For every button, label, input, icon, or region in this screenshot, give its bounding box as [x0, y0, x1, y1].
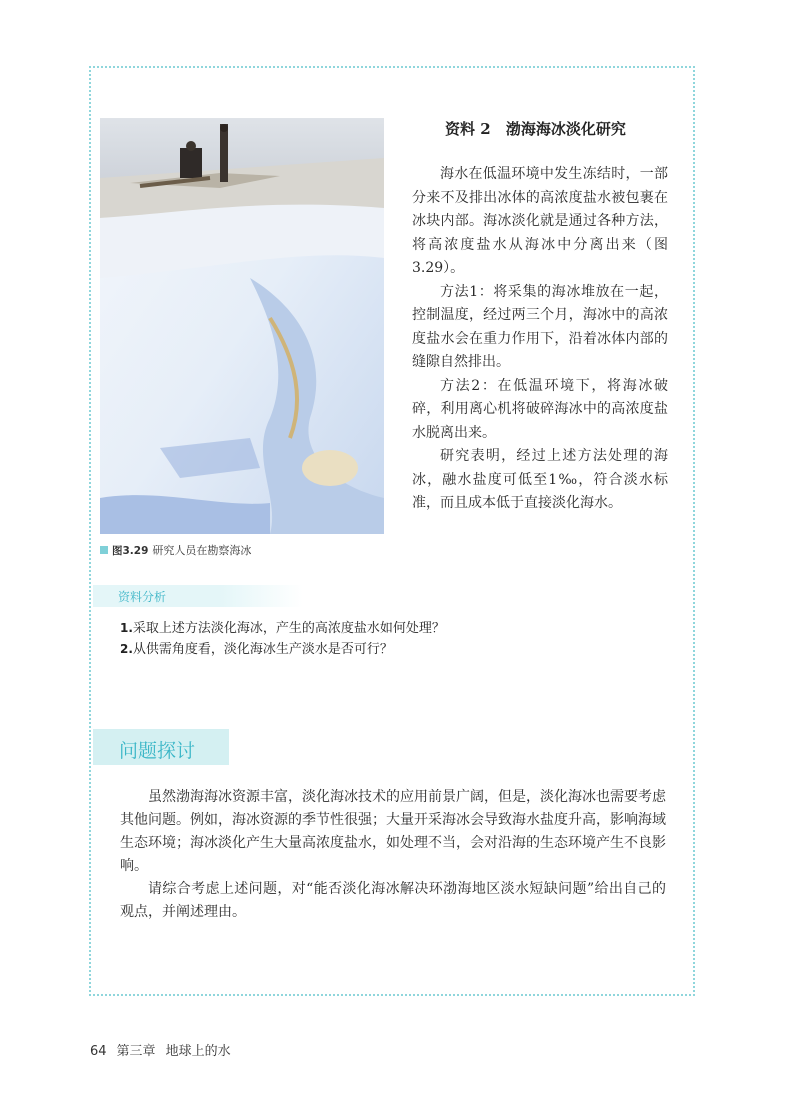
question-number: 2.: [120, 642, 133, 656]
material-body: [412, 163, 668, 516]
discussion-paragraph: 虽然渤海海冰资源丰富，淡化海冰技术的应用前景广阔，但是，淡化海冰也需要考虑其他问题。例如，海冰资源的季节性很强；大量开采海冰会导致海水盐度升高，影响海域生态环境；海冰淡化产生大量高浓度盐水，如处理不当，会对沿海的生态环境产生不良影响。: [120, 789, 666, 874]
question-text: 从供需角度看，淡化海冰生产淡水是否可行？: [132, 642, 393, 657]
material-paragraph: 方法1：将采集的海冰堆放在一起，控制温度，经过两三个月，海冰中的高浓度盐水会在重力作用下，沿着冰体内部的缝隙自然排出。: [412, 283, 668, 370]
chapter-label: 第三章: [116, 1044, 156, 1059]
caption-marker-icon: [100, 546, 108, 554]
question-item: [120, 639, 445, 660]
question-text: 采取上述方法淡化海冰，产生的高浓度盐水如何处理？: [132, 621, 445, 636]
chapter-title: 地球上的水: [165, 1044, 231, 1059]
sea-ice-photo: [100, 118, 384, 534]
discussion-body: [120, 786, 666, 924]
discussion-heading: 问题探讨: [119, 740, 196, 762]
material-paragraph: 海水在低温环境中发生冻结时，一部分来不及排出冰体的高浓度盐水被包裹在冰块内部。海冰淡化就是通过各种方法，将高浓度盐水从海冰中分离出来（图3.29）。: [412, 166, 668, 276]
figure-caption: [100, 542, 251, 558]
material-label: 资料 2: [445, 120, 491, 138]
material-paragraph: 方法2：在低温环境下，将海冰破碎，利用离心机将破碎海冰中的高浓度盐水脱离出来。: [412, 377, 668, 441]
analysis-questions: [120, 618, 445, 660]
figure-number: 图3.29: [112, 544, 149, 557]
discussion-heading-bar: [93, 729, 229, 765]
page-number: 64: [90, 1044, 107, 1059]
figure-caption-text: 研究人员在勘察海冰: [152, 544, 252, 557]
question-item: [120, 618, 445, 639]
material-title: [445, 118, 626, 139]
analysis-tag-label: 资料分析: [118, 590, 167, 604]
material-paragraph: 研究表明，经过上述方法处理的海冰，融水盐度可低至1‰，符合淡水标准，而且成本低于直接淡化海水。: [412, 448, 668, 511]
discussion-paragraph: 请综合考虑上述问题，对“能否淡化海冰解决环渤海地区淡水短缺问题”给出自己的观点，并阐述理由。: [120, 881, 666, 920]
page-footer: [90, 1040, 231, 1059]
material-heading: 渤海海冰淡化研究: [505, 120, 626, 138]
question-number: 1.: [120, 621, 133, 635]
analysis-tag: [93, 585, 303, 607]
